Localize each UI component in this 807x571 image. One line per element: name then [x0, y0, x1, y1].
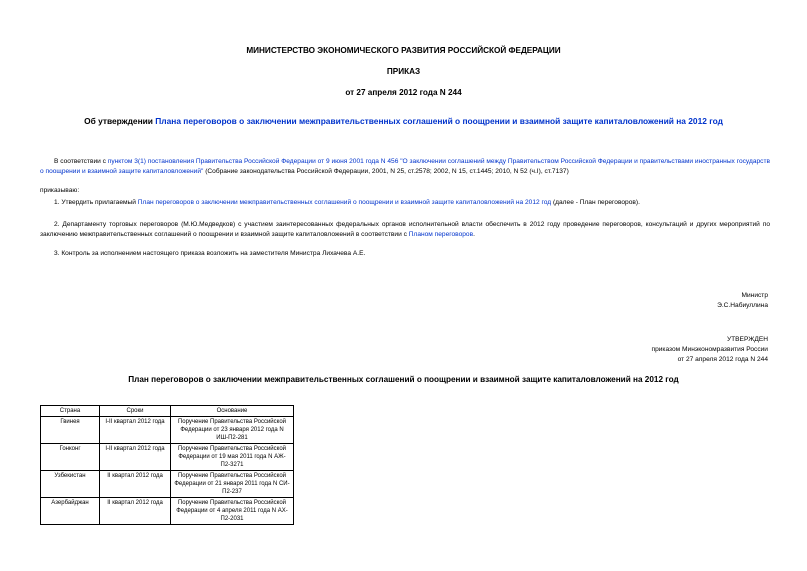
cell-term: I-II квартал 2012 года — [100, 444, 171, 471]
plan-table — [40, 405, 294, 525]
item-2 — [40, 220, 770, 240]
plan-link-item-2[interactable]: Планом переговоров — [408, 231, 474, 238]
table-header-row — [41, 406, 294, 417]
item-3: 3. Контроль за исполнением настоящего приказа возложить на заместителя Министра Лихачева А.Е. — [54, 250, 366, 257]
cell-basis: Поручение Правительства Российской Федерации от 19 мая 2011 года N АЖ-П2-3271 — [171, 444, 294, 471]
item-1-text-start: 1. Утвердить прилагаемый — [54, 199, 138, 206]
signature-block — [468, 291, 768, 311]
cell-country: Гвинея — [41, 417, 100, 444]
preamble-paragraph — [40, 157, 770, 177]
table-row — [41, 498, 294, 525]
order-word: приказываю: — [40, 187, 80, 194]
table-row — [41, 444, 294, 471]
plan-title-link[interactable]: Плана переговоров о заключении межправительственных соглашений о поощрении и взаимной защите капиталовложений на 2012 год — [155, 116, 723, 126]
cell-basis: Поручение Правительства Российской Федерации от 4 апреля 2011 года N АХ-П2-2031 — [171, 498, 294, 525]
item-1 — [40, 198, 770, 208]
column-header-country: Страна — [41, 406, 100, 417]
cell-country: Азербайджан — [41, 498, 100, 525]
order-date: от 27 апреля 2012 года N 244 — [345, 88, 462, 97]
approval-line-3: от 27 апреля 2012 года N 244 — [677, 356, 768, 363]
item-2-text-start: 2. Департаменту торговых переговоров (М.Ю.Медведков) с участием заинтересованных федеральных органов исполнительной власти обеспечить в 2012 году проведение переговоров, консультаций и других мероприятий по заключению межправительственных соглашений о поощрении и взаимной защите капиталовложений в соответствии с — [40, 221, 770, 238]
decree-456-link[interactable]: пунктом 3(1) постановления Правительства Российской Федерации от 9 июня 2001 года N 456 "О заключении соглашений между Правительством Российской Федерации и правительствами иностранных государств о поощрении и взаимной защите капиталовложений" — [40, 158, 770, 175]
doc-type-heading: ПРИКАЗ — [386, 67, 421, 76]
cell-country: Узбекистан — [41, 471, 100, 498]
cell-term: I-II квартал 2012 года — [100, 417, 171, 444]
cell-term: II квартал 2012 года — [100, 471, 171, 498]
approval-block — [468, 335, 768, 365]
title-prefix: Об утверждении — [84, 116, 156, 126]
column-header-term: Сроки — [100, 406, 171, 417]
cell-term: II квартал 2012 года — [100, 498, 171, 525]
item-1-text-end: (далее - План переговоров). — [551, 199, 640, 206]
plan-title: План переговоров о заключении межправительственных соглашений о поощрении и взаимной защите капиталовложений на 2012 год — [128, 375, 679, 384]
table-row — [41, 417, 294, 444]
cell-basis: Поручение Правительства Российской Федерации от 23 января 2012 года N ИШ-П2-281 — [171, 417, 294, 444]
ministry-heading: МИНИСТЕРСТВО ЭКОНОМИЧЕСКОГО РАЗВИТИЯ РОССИЙСКОЙ ФЕДЕРАЦИИ — [246, 46, 561, 55]
table-row — [41, 471, 294, 498]
item-2-text-end: . — [473, 231, 475, 238]
cell-country: Гонконг — [41, 444, 100, 471]
document-title — [40, 116, 767, 126]
cell-basis: Поручение Правительства Российской Федерации от 21 января 2011 года N СИ-П2-237 — [171, 471, 294, 498]
signature-name: Э.С.Набиуллина — [717, 302, 768, 309]
preamble-text-start: В соответствии с — [54, 158, 108, 165]
signature-position: Министр — [741, 292, 768, 299]
column-header-basis: Основание — [171, 406, 294, 417]
preamble-text-end: (Собрание законодательства Российской Федерации, 2001, N 25, ст.2578; 2002, N 15, ст.1445; 2010, N 52 (ч.I), ст.7137) — [203, 168, 569, 175]
approval-line-2: приказом Минэкономразвития России — [651, 346, 768, 353]
approval-line-1: УТВЕРЖДЕН — [726, 336, 768, 343]
plan-link-item-1[interactable]: План переговоров о заключении межправительственных соглашений о поощрении и взаимной защите капиталовложений на 2012 год — [137, 199, 552, 206]
